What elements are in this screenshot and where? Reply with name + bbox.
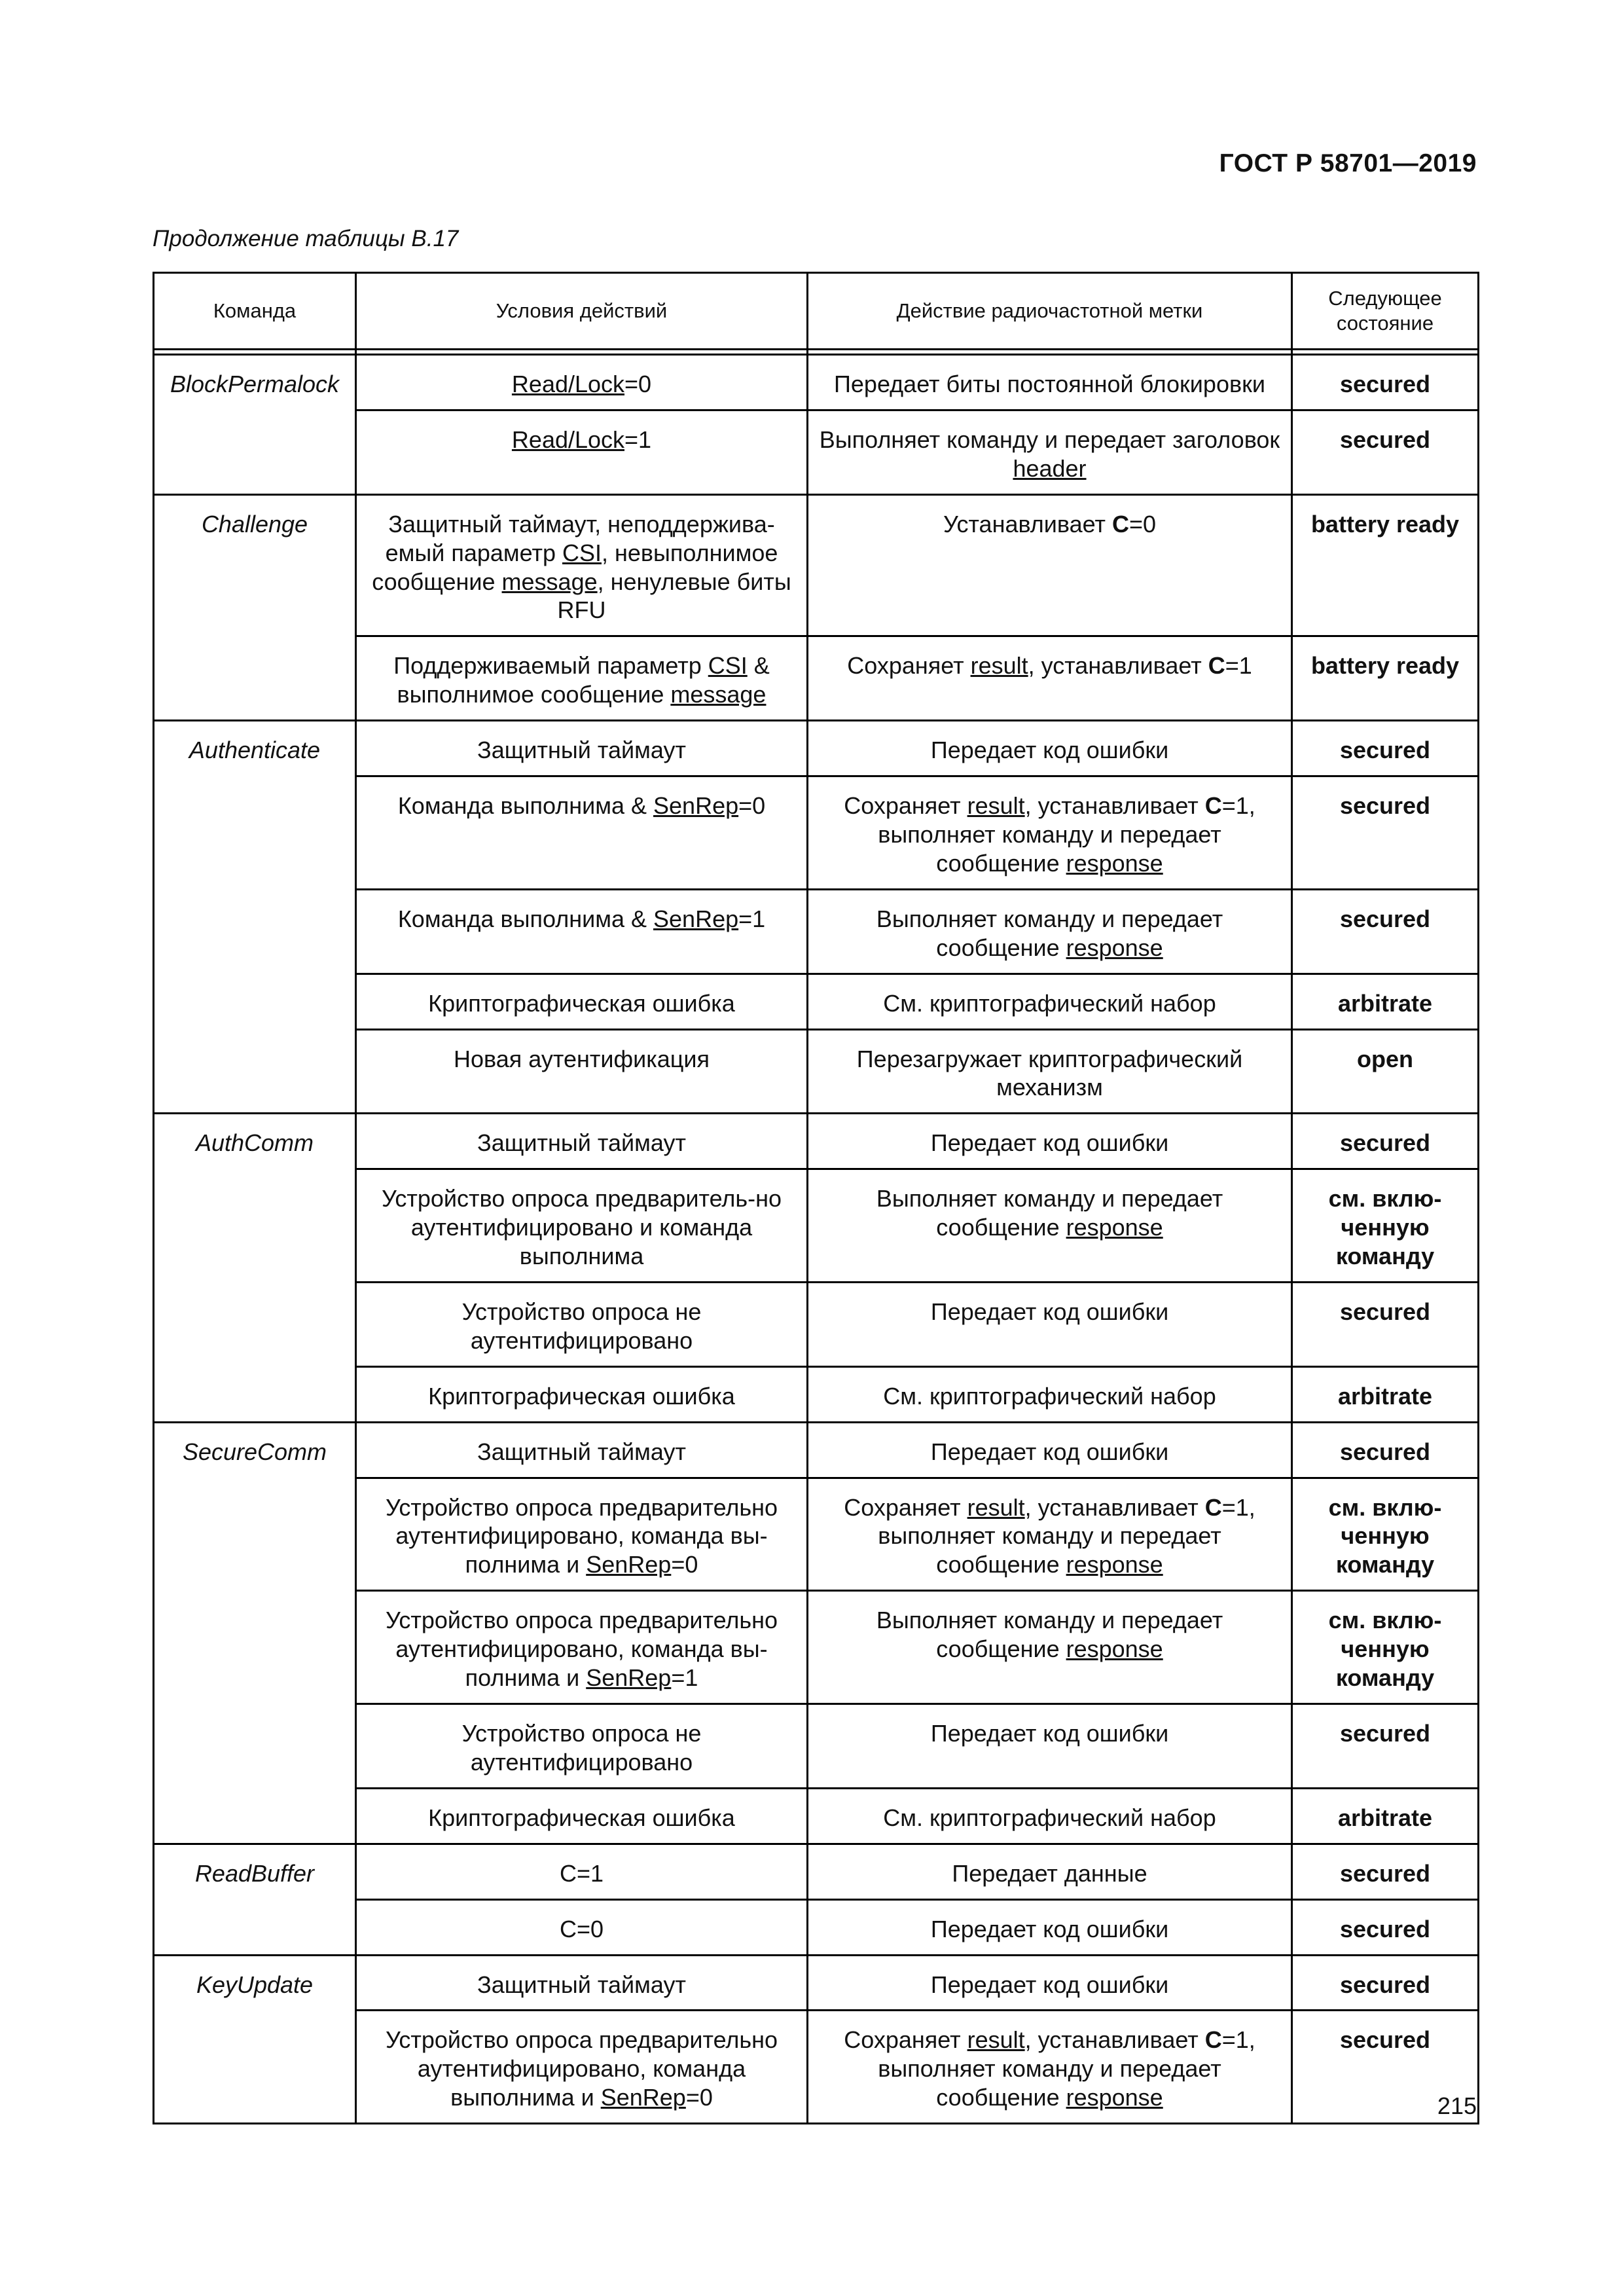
cell-text: , устанавливает bbox=[1024, 2026, 1205, 2054]
next-state-cell: secured bbox=[1292, 1704, 1479, 1789]
underlined-term: response bbox=[1066, 1214, 1163, 1241]
condition-cell bbox=[356, 1899, 808, 1955]
table-row bbox=[154, 355, 1479, 410]
cell-text: Защитный таймаут, неподдержива-емый параметр bbox=[385, 510, 775, 566]
action-cell bbox=[808, 1422, 1292, 1478]
condition-cell bbox=[356, 1788, 808, 1844]
condition-cell bbox=[356, 1704, 808, 1789]
cell-text: C=1 bbox=[559, 1859, 604, 1887]
next-state-cell: secured bbox=[1292, 355, 1479, 410]
condition-cell bbox=[356, 974, 808, 1029]
action-cell bbox=[808, 889, 1292, 974]
cell-text: Передает биты постоянной блокировки bbox=[834, 371, 1265, 397]
cell-text: Поддерживаемый параметр bbox=[393, 652, 708, 680]
next-state-cell: secured bbox=[1292, 1282, 1479, 1366]
cell-text: , устанавливает bbox=[1024, 1493, 1205, 1521]
next-state-cell: secured bbox=[1292, 1114, 1479, 1169]
table-row bbox=[154, 721, 1479, 776]
next-state-cell: secured bbox=[1292, 1899, 1479, 1955]
underlined-term: message bbox=[501, 568, 598, 595]
action-cell bbox=[808, 1844, 1292, 1899]
cell-text: Передает код ошибки bbox=[930, 1438, 1169, 1465]
cell-text: , невыполнимое сообщение bbox=[372, 539, 778, 595]
cell-text: =1, выполняет команду и передает сообщение bbox=[878, 2026, 1255, 2111]
action-cell bbox=[808, 776, 1292, 890]
cell-text: Устройство опроса предваритель-но аутентифицировано и команда выполнима bbox=[381, 1185, 782, 1270]
underlined-term: CSI bbox=[562, 539, 602, 566]
next-state-cell: battery ready bbox=[1292, 636, 1479, 721]
column-header-command: Команда bbox=[154, 273, 356, 350]
cell-text: Перезагружает криптографический механизм bbox=[856, 1045, 1243, 1101]
next-state-cell: secured bbox=[1292, 776, 1479, 890]
condition-cell bbox=[356, 1366, 808, 1422]
next-state-cell: battery ready bbox=[1292, 494, 1479, 636]
condition-cell bbox=[356, 2011, 808, 2124]
action-cell bbox=[808, 1788, 1292, 1844]
command-cell: Authenticate bbox=[154, 721, 356, 1114]
condition-cell bbox=[356, 494, 808, 636]
command-cell: Challenge bbox=[154, 494, 356, 720]
cell-text: =0 bbox=[624, 371, 652, 397]
action-cell bbox=[808, 1169, 1292, 1283]
action-cell bbox=[808, 974, 1292, 1029]
next-state-cell: secured bbox=[1292, 1422, 1479, 1478]
cell-text: Устройство опроса предварительно аутентифицировано, команда вы-полнима и bbox=[385, 1607, 778, 1692]
next-state-cell: arbitrate bbox=[1292, 1788, 1479, 1844]
cell-text: См. криптографический набор bbox=[883, 989, 1216, 1017]
cell-text: Устанавливает bbox=[943, 510, 1112, 538]
cell-text: =0 bbox=[738, 792, 766, 820]
underlined-term: Read/Lock bbox=[511, 371, 625, 397]
underlined-term: SenRep bbox=[600, 2084, 686, 2111]
action-cell bbox=[808, 410, 1292, 494]
condition-cell bbox=[356, 889, 808, 974]
command-cell: SecureComm bbox=[154, 1422, 356, 1844]
underlined-term: SenRep bbox=[653, 905, 739, 932]
cell-text: См. криптографический набор bbox=[883, 1382, 1216, 1410]
underlined-term: CSI bbox=[708, 652, 748, 680]
bold-term: C bbox=[1204, 1493, 1222, 1521]
table-header bbox=[154, 273, 1479, 355]
cell-text: Защитный таймаут bbox=[477, 1438, 686, 1465]
cell-text: Криптографическая ошибка bbox=[428, 1804, 735, 1831]
condition-cell bbox=[356, 1478, 808, 1591]
cell-text: =1 bbox=[671, 1664, 698, 1692]
command-cell: AuthComm bbox=[154, 1114, 356, 1422]
underlined-term: SenRep bbox=[586, 1664, 672, 1692]
next-state-cell: secured bbox=[1292, 889, 1479, 974]
command-cell: ReadBuffer bbox=[154, 1844, 356, 1955]
next-state-cell: см. вклю-ченную команду bbox=[1292, 1478, 1479, 1591]
table-row bbox=[154, 1422, 1479, 1478]
cell-text: =1, выполняет команду и передает сообщение bbox=[878, 1493, 1255, 1578]
cell-text: Выполняет команду и передает сообщение bbox=[876, 1185, 1223, 1241]
condition-cell bbox=[356, 636, 808, 721]
condition-cell bbox=[356, 1844, 808, 1899]
next-state-cell: см. вклю-ченную команду bbox=[1292, 1591, 1479, 1704]
cell-text: Криптографическая ошибка bbox=[428, 1382, 735, 1410]
underlined-term: response bbox=[1066, 1635, 1163, 1663]
cell-text: Передает код ошибки bbox=[930, 737, 1169, 764]
bold-term: C bbox=[1204, 792, 1222, 820]
condition-cell bbox=[356, 1282, 808, 1366]
underlined-term: message bbox=[670, 681, 767, 708]
underlined-term: response bbox=[1066, 849, 1163, 877]
cell-text: Сохраняет bbox=[844, 1493, 967, 1521]
underlined-term: response bbox=[1066, 1551, 1163, 1578]
table-caption: Продолжение таблицы В.17 bbox=[153, 226, 459, 251]
table-row bbox=[154, 1844, 1479, 1899]
action-cell bbox=[808, 721, 1292, 776]
cell-text: , устанавливает bbox=[1028, 652, 1208, 680]
next-state-cell: secured bbox=[1292, 410, 1479, 494]
underlined-term: Read/Lock bbox=[511, 426, 625, 453]
next-state-cell: secured bbox=[1292, 1844, 1479, 1899]
underlined-term: header bbox=[1013, 454, 1087, 482]
next-state-cell: secured bbox=[1292, 721, 1479, 776]
condition-cell bbox=[356, 1955, 808, 2011]
condition-cell bbox=[356, 721, 808, 776]
action-cell bbox=[808, 1029, 1292, 1114]
action-cell bbox=[808, 1899, 1292, 1955]
cell-text: Сохраняет bbox=[847, 652, 971, 680]
cell-text: Передает код ошибки bbox=[930, 1298, 1169, 1325]
next-state-cell: secured bbox=[1292, 2011, 1479, 2124]
cell-text: Защитный таймаут bbox=[477, 1129, 686, 1157]
cell-text: Выполняет команду и передает заголовок bbox=[819, 426, 1280, 453]
table-row bbox=[154, 494, 1479, 636]
cell-text: =1, выполняет команду и передает сообщение bbox=[878, 792, 1255, 877]
cell-text: Передает код ошибки bbox=[930, 1129, 1169, 1157]
action-cell bbox=[808, 1478, 1292, 1591]
cell-text: Новая аутентификация bbox=[454, 1045, 710, 1072]
underlined-term: result bbox=[967, 2026, 1025, 2054]
action-cell bbox=[808, 1955, 1292, 2011]
cell-text: Передает код ошибки bbox=[930, 1971, 1169, 1998]
condition-cell bbox=[356, 776, 808, 890]
cell-text: , устанавливает bbox=[1024, 792, 1205, 820]
header-separator bbox=[154, 350, 1479, 355]
cell-text: См. криптографический набор bbox=[883, 1804, 1216, 1831]
table-body bbox=[154, 355, 1479, 2124]
cell-text: =0 bbox=[685, 2084, 713, 2111]
underlined-term: SenRep bbox=[586, 1551, 672, 1578]
condition-cell bbox=[356, 355, 808, 410]
action-cell bbox=[808, 355, 1292, 410]
action-cell bbox=[808, 2011, 1292, 2124]
page-number: 215 bbox=[1437, 2092, 1477, 2119]
underlined-term: result bbox=[967, 1493, 1025, 1521]
command-cell: KeyUpdate bbox=[154, 1955, 356, 2124]
underlined-term: response bbox=[1066, 934, 1163, 961]
action-cell bbox=[808, 636, 1292, 721]
next-state-cell: secured bbox=[1292, 1955, 1479, 2011]
bold-term: C bbox=[1111, 510, 1129, 538]
action-cell bbox=[808, 1591, 1292, 1704]
cell-text: =1 bbox=[1225, 652, 1252, 680]
next-state-cell: arbitrate bbox=[1292, 974, 1479, 1029]
cell-text: Передает код ошибки bbox=[930, 1720, 1169, 1747]
cell-text: Устройство опроса не аутентифицировано bbox=[461, 1298, 702, 1354]
action-cell bbox=[808, 1704, 1292, 1789]
cell-text: =0 bbox=[1128, 510, 1156, 538]
cell-text: =1 bbox=[738, 905, 766, 932]
column-header-action: Действие радиочастотной метки bbox=[808, 273, 1292, 350]
underlined-term: result bbox=[967, 792, 1025, 820]
action-cell bbox=[808, 1282, 1292, 1366]
next-state-cell: open bbox=[1292, 1029, 1479, 1114]
cell-text: Команда выполнима & bbox=[397, 905, 654, 932]
cell-text: Команда выполнима & bbox=[397, 792, 654, 820]
underlined-term: SenRep bbox=[653, 792, 739, 820]
condition-cell bbox=[356, 410, 808, 494]
cell-text: Выполняет команду и передает сообщение bbox=[876, 1607, 1223, 1663]
standard-number: ГОСТ Р 58701—2019 bbox=[1219, 149, 1477, 177]
command-cell: BlockPermalock bbox=[154, 355, 356, 495]
underlined-term: response bbox=[1066, 2084, 1163, 2111]
cell-text: Выполняет команду и передает сообщение bbox=[876, 905, 1223, 961]
table-row bbox=[154, 1955, 1479, 2011]
table-row bbox=[154, 1114, 1479, 1169]
cell-text: Защитный таймаут bbox=[477, 737, 686, 764]
bold-term: C bbox=[1208, 652, 1225, 680]
cell-text: Устройство опроса предварительно аутентифицировано, команда вы-полнима и bbox=[385, 1493, 778, 1578]
next-state-cell: см. вклю-ченную команду bbox=[1292, 1169, 1479, 1283]
cell-text: Устройство опроса предварительно аутентифицировано, команда выполнима и bbox=[385, 2026, 778, 2111]
cell-text: Защитный таймаут bbox=[477, 1971, 686, 1998]
underlined-term: result bbox=[970, 652, 1028, 680]
action-cell bbox=[808, 494, 1292, 636]
action-cell bbox=[808, 1114, 1292, 1169]
cell-text: Передает код ошибки bbox=[930, 1915, 1169, 1942]
cell-text: C=0 bbox=[559, 1915, 604, 1942]
commands-table bbox=[153, 272, 1479, 2124]
condition-cell bbox=[356, 1169, 808, 1283]
condition-cell bbox=[356, 1029, 808, 1114]
condition-cell bbox=[356, 1422, 808, 1478]
cell-text: Сохраняет bbox=[844, 792, 967, 820]
cell-text: Сохраняет bbox=[844, 2026, 967, 2054]
cell-text: Передает данные bbox=[952, 1859, 1147, 1887]
condition-cell bbox=[356, 1114, 808, 1169]
cell-text: Криптографическая ошибка bbox=[428, 989, 735, 1017]
action-cell bbox=[808, 1366, 1292, 1422]
column-header-next-state: Следующее состояние bbox=[1292, 273, 1479, 350]
cell-text: =1 bbox=[624, 426, 652, 453]
cell-text: Устройство опроса не аутентифицировано bbox=[461, 1720, 702, 1776]
column-header-conditions: Условия действий bbox=[356, 273, 808, 350]
next-state-cell: arbitrate bbox=[1292, 1366, 1479, 1422]
cell-text: & выполнимое сообщение bbox=[397, 652, 770, 708]
cell-text: =0 bbox=[671, 1551, 698, 1578]
bold-term: C bbox=[1204, 2026, 1222, 2054]
cell-text: , ненулевые биты RFU bbox=[557, 568, 791, 624]
condition-cell bbox=[356, 1591, 808, 1704]
